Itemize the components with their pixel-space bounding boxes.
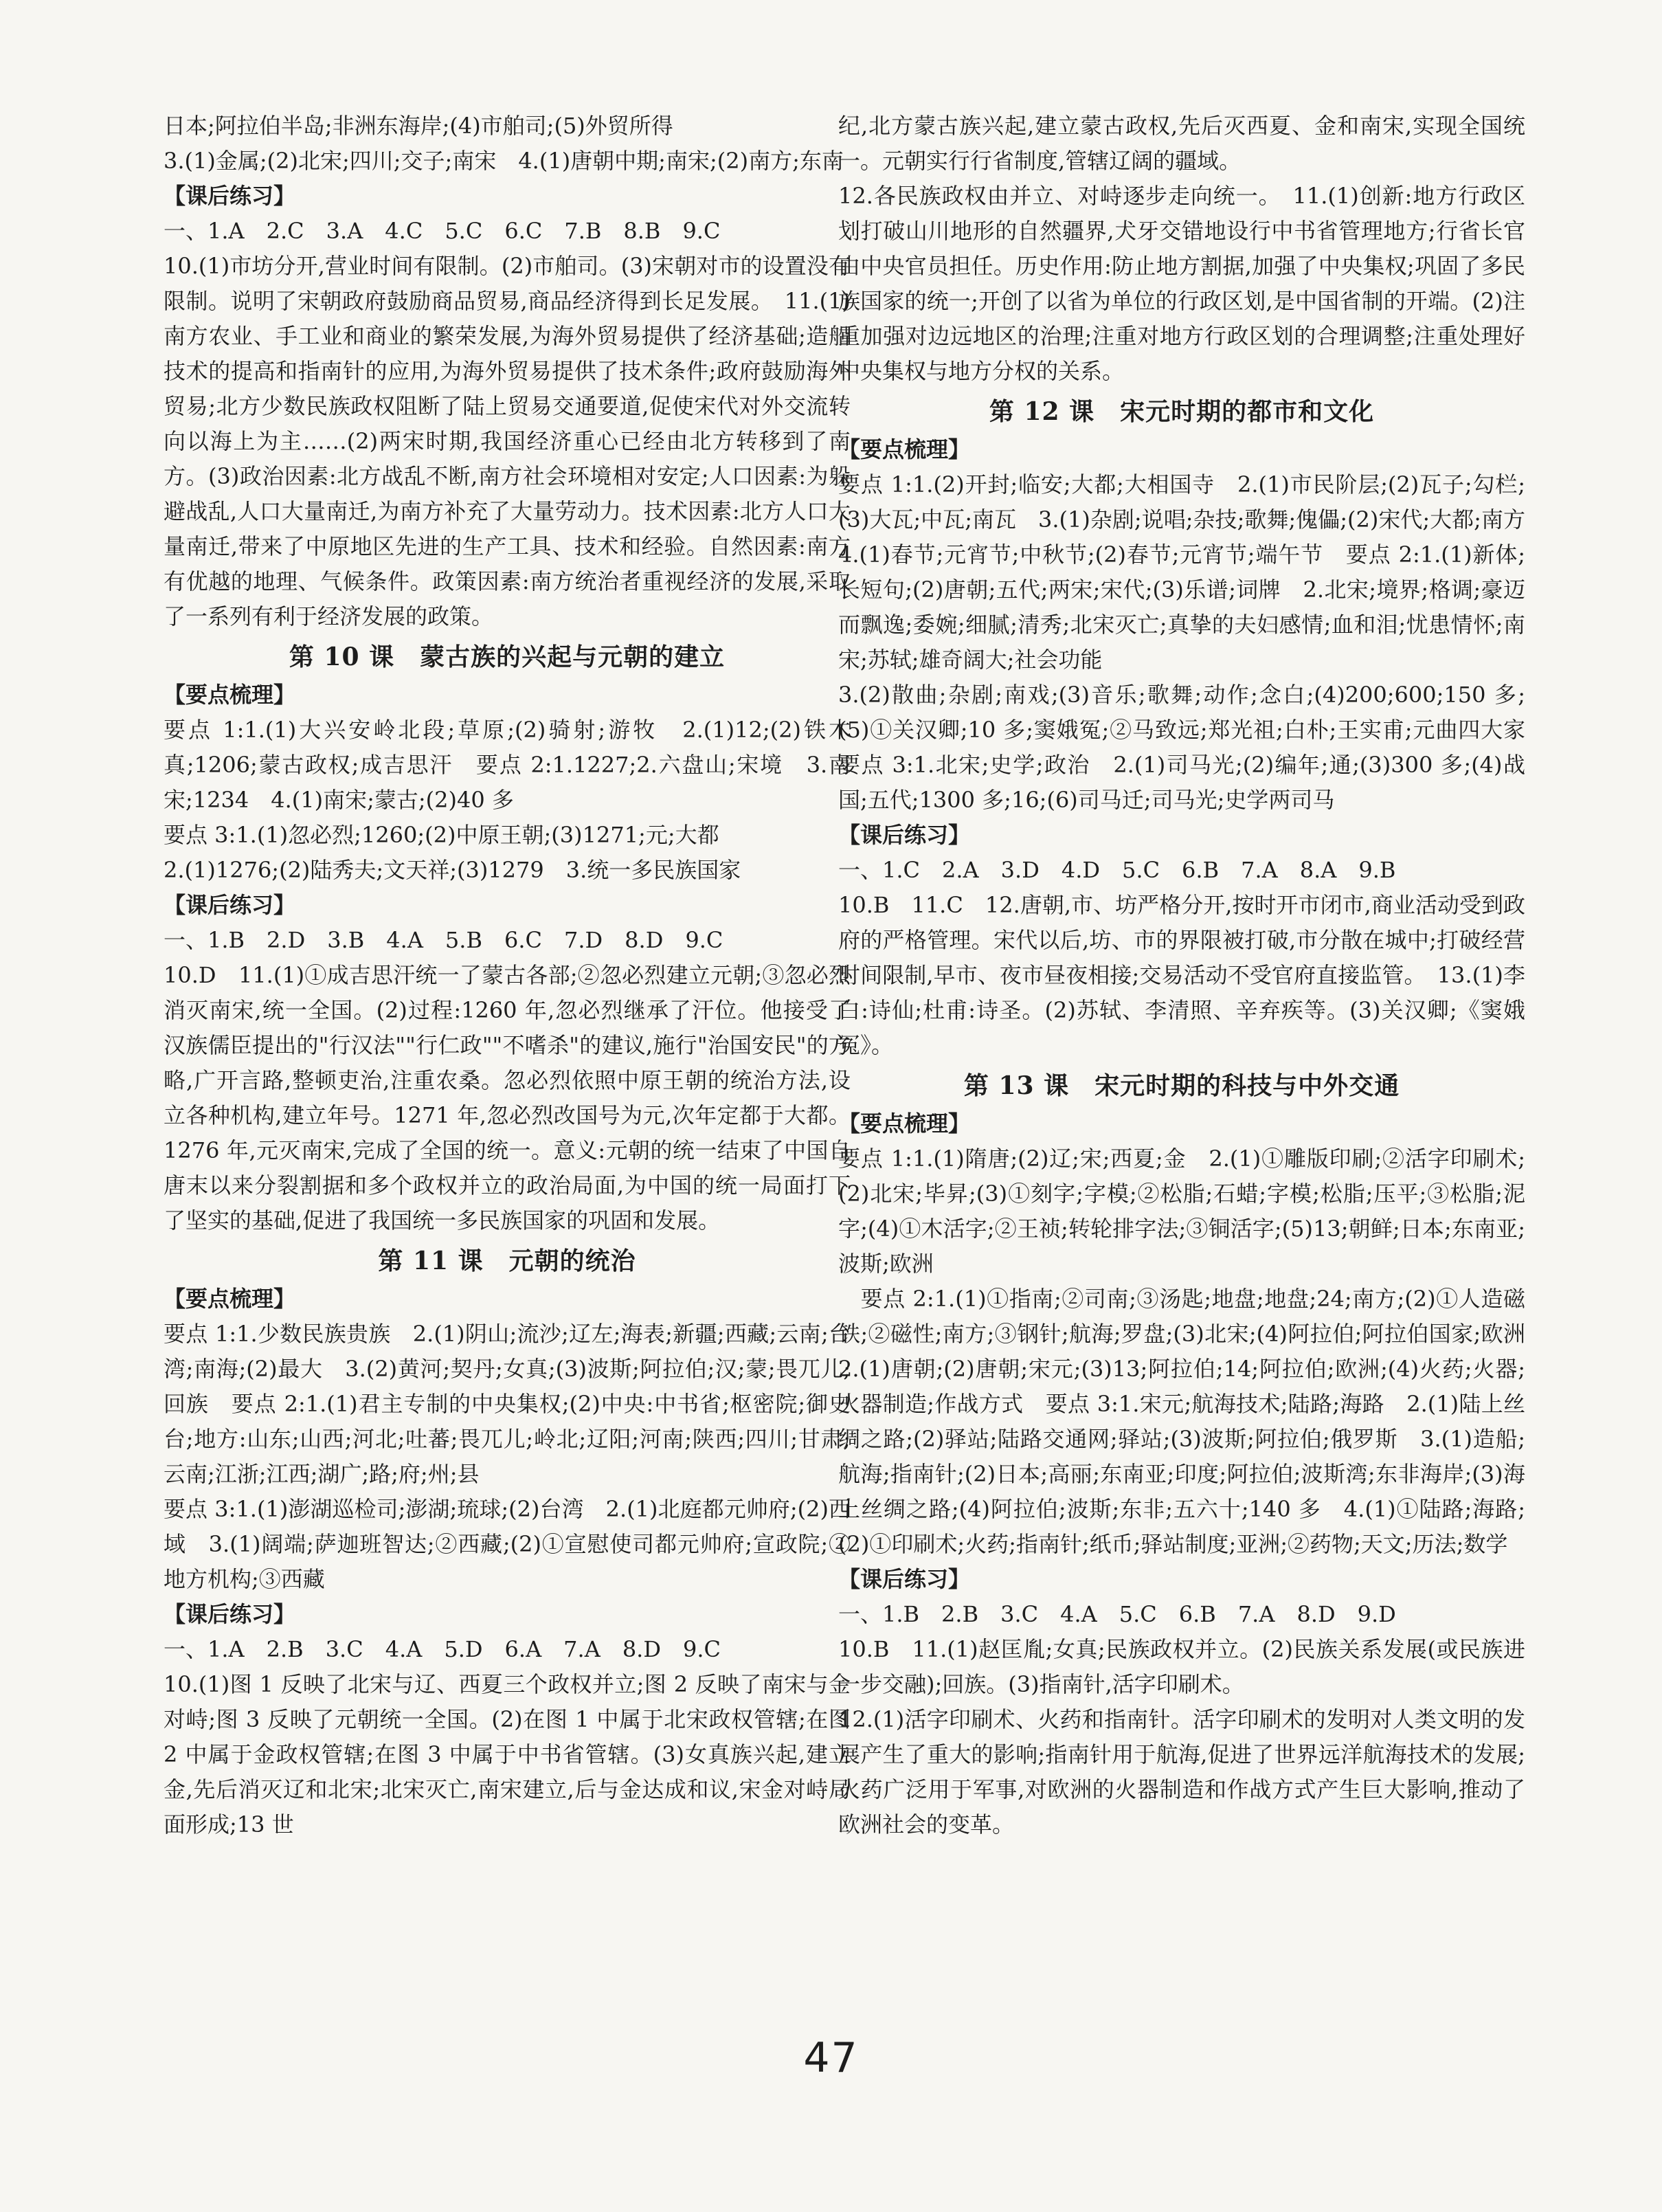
answer-paragraph: 纪,北方蒙古族兴起,建立蒙古政权,先后灭西夏、金和南宋,实现全国统一。元朝实行行省制度,管辖辽阔的疆域。 [838,113,1525,174]
section-heading: 【课后练习】 [164,892,296,918]
lesson-title: 第 10 课 蒙古族的兴起与元朝的建立 [289,643,726,671]
answer-paragraph: 一、1.A 2.C 3.A 4.C 5.C 6.C 7.B 8.B 9.C [164,218,721,244]
answer-paragraph: 要点 1:1.(1)隋唐;(2)辽;宋;西夏;金 2.(1)①雕版印刷;②活字印刷术;(2)北宋;毕昇;(3)①刻字;字模;②松脂;石蜡;字模;松脂;压平;③松脂;泥字;(4)①木活字;②王祯;转轮排字法;③铜活字;(5)13;朝鲜;日本;东南亚;波斯;欧洲 [838,1146,1525,1277]
lesson-title: 第 12 课 宋元时期的都市和文化 [989,397,1375,426]
answer-paragraph: 一、1.C 2.A 3.D 4.D 5.C 6.B 7.A 8.A 9.B [838,857,1396,883]
section-heading: 【要点梳理】 [164,1286,296,1312]
section-heading: 【要点梳理】 [838,1110,971,1137]
left-column [164,109,851,1842]
answer-paragraph: 3.(2)散曲;杂剧;南戏;(3)音乐;歌舞;动作;念白;(4)200;600;150 多;(5)①关汉卿;10 多;窦娥冤;②马致远;郑光祖;白朴;王实甫;元曲四大家 要点 3:1.北宋;史学;政治 2.(1)司马光;(2)编年;通;(3)300 多;(4)战国;五代;1300 多;16;(6)司马迁;司马光;史学两司马 [838,682,1548,813]
answer-paragraph: 要点 1:1.(2)开封;临安;大都;大相国寺 2.(1)市民阶层;(2)瓦子;勾栏;(3)大瓦;中瓦;南瓦 3.(1)杂剧;说唱;杂技;歌舞;傀儡;(2)宋代;大都;南方 4.(1)春节;元宵节;中秋节;(2)春节;元宵节;端午节 要点 2:1.(1)新体;长短句;(2)唐朝;五代;两宋;宋代;(3)乐谱;词牌 2.北宋;境界;格调;豪迈而飘逸;委婉;细腻;清秀;北宋灭亡;真挚的夫妇感情;血和泪;忧患情怀;南宋;苏轼;雄奇阔大;社会功能 [838,471,1548,673]
answer-paragraph: 12.各民族政权由并立、对峙逐步走向统一。 11.(1)创新:地方行政区划打破山川地形的自然疆界,犬牙交错地设行中书省管理地方;行省长官由中央官员担任。历史作用:防止地方割据,加强了中央集权;巩固了多民族国家的统一;开创了以省为单位的行政区划,是中国省制的开端。(2)注重加强对边远地区的治理;注重对地方行政区划的合理调整;注重处理好中央集权与地方分权的关系。 [838,183,1525,384]
section-heading: 【课后练习】 [838,822,971,848]
answer-paragraph: 一、1.B 2.D 3.B 4.A 5.B 6.C 7.D 8.D 9.C [164,927,723,953]
lesson-title: 第 11 课 元朝的统治 [378,1247,636,1275]
answer-paragraph: 10.B 11.(1)赵匡胤;女真;民族政权并立。(2)民族关系发展(或民族进一步交融);回族。(3)指南针,活字印刷术。 [838,1636,1525,1697]
section-heading: 【课后练习】 [838,1566,971,1592]
section-heading: 【课后练习】 [164,1601,296,1627]
answer-paragraph: 要点 1:1.(1)大兴安岭北段;草原;(2)骑射;游牧 2.(1)12;(2)铁木真;1206;蒙古政权;成吉思汗 要点 2:1.1227;2.六盘山;宋境 3.南宋;1234 4.(1)南宋;蒙古;(2)40 多 [164,717,851,813]
answer-paragraph: 要点 2:1.(1)①指南;②司南;③汤匙;地盘;地盘;24;南方;(2)①人造磁铁;②磁性;南方;③钢针;航海;罗盘;(3)北宋;(4)阿拉伯;阿拉伯国家;欧洲 2.(1)唐朝;(2)唐朝;宋元;(3)13;阿拉伯;14;阿拉伯;欧洲;(4)火药;火器;火器制造;作战方式 要点 3:1.宋元;航海技术;陆路;海路 2.(1)陆上丝绸之路;(2)驿站;陆路交通网;驿站;(3)波斯;阿拉伯;俄罗斯 3.(1)造船;航海;指南针;(2)日本;高丽;东南亚;印度;阿拉伯;波斯湾;东非海岸;(3)海上丝绸之路;(4)阿拉伯;波斯;东非;五六十;140 多 4.(1)①陆路;海路;(2)①印刷术;火药;指南针;纸币;驿站制度;亚洲;②药物;天文;历法;数学 [838,1286,1548,1557]
answer-paragraph: 要点 3:1.(1)澎湖巡检司;澎湖;琉球;(2)台湾 2.(1)北庭都元帅府;(2)西域 3.(1)阔端;萨迦班智达;②西藏;(2)①宣慰使司都元帅府;宣政院;②地方机构;③西藏 [164,1496,851,1592]
answer-paragraph: 10.D 11.(1)①成吉思汗统一了蒙古各部;②忽必烈建立元朝;③忽必烈消灭南宋,统一全国。(2)过程:1260 年,忽必烈继承了汗位。他接受了汉族儒臣提出的"行汉法""行仁政""不嗜杀"的建议,施行"治国安民"的方略,广开言路,整顿吏治,注重农桑。忽必烈依照中原王朝的统治方法,设立各种机构,建立年号。1271 年,忽必烈改国号为元,次年定都于大都。1276 年,元灭南宋,完成了全国的统一。意义:元朝的统一结束了中国自唐末以来分裂割据和多个政权并立的政治局面,为中国的统一局面打下了坚实的基础,促进了我国统一多民族国家的巩固和发展。 [164,962,851,1233]
answer-paragraph: 3.(1)金属;(2)北宋;四川;交子;南宋 4.(1)唐朝中期;南宋;(2)南方;东南 [164,148,844,174]
answer-paragraph: 要点 1:1.少数民族贵族 2.(1)阴山;流沙;辽左;海表;新疆;西藏;云南;台湾;南海;(2)最大 3.(2)黄河;契丹;女真;(3)波斯;阿拉伯;汉;蒙;畏兀儿;回族 要点 2:1.(1)君主专制的中央集权;(2)中央:中书省;枢密院;御史台;地方:山东;山西;河北;吐蕃;畏兀儿;岭北;辽阳;河南;陕西;四川;甘肃;云南;江浙;江西;湖广;路;府;州;县 [164,1321,851,1487]
answer-paragraph: 一、1.B 2.B 3.C 4.A 5.C 6.B 7.A 8.D 9.D [838,1601,1396,1627]
section-heading: 【要点梳理】 [838,436,971,462]
page-number: 47 [803,2034,859,2082]
lesson-title: 第 13 课 宋元时期的科技与中外交通 [963,1071,1400,1100]
answer-paragraph: 要点 3:1.(1)忽必烈;1260;(2)中原王朝;(3)1271;元;大都 [164,822,719,848]
answer-paragraph: 一、1.A 2.B 3.C 4.A 5.D 6.A 7.A 8.D 9.C [164,1636,721,1662]
section-heading: 【课后练习】 [164,183,296,209]
answer-paragraph: 2.(1)1276;(2)陆秀夫;文天祥;(3)1279 3.统一多民族国家 [164,857,741,883]
answer-paragraph: 10.B 11.C 12.唐朝,市、坊严格分开,按时开市闭市,商业活动受到政府的严格管理。宋代以后,坊、市的界限被打破,市分散在城中;打破经营时间限制,早市、夜市昼夜相接;交易活动不受官府直接监管。 13.(1)李白:诗仙;杜甫:诗圣。(2)苏轼、李清照、辛弃疾等。(3)关汉卿;《窦娥冤》。 [838,892,1525,1058]
section-heading: 【要点梳理】 [164,682,296,708]
answer-paragraph: 10.(1)市坊分开,营业时间有限制。(2)市舶司。(3)宋朝对市的设置没有限制。说明了宋朝政府鼓励商品贸易,商品经济得到长足发展。 11.(1)南方农业、手工业和商业的繁荣发展,为海外贸易提供了经济基础;造船技术的提高和指南针的应用,为海外贸易提供了技术条件;政府鼓励海外贸易;北方少数民族政权阻断了陆上贸易交通要道,促使宋代对外交流转向以海上为主……(2)两宋时期,我国经济重心已经由北方转移到了南方。(3)政治因素:北方战乱不断,南方社会环境相对安定;人口因素:为躲避战乱,人口大量南迁,为南方补充了大量劳动力。技术因素:北方人口大量南迁,带来了中原地区先进的生产工具、技术和经验。自然因素:南方有优越的地理、气候条件。政策因素:南方统治者重视经济的发展,采取了一系列有利于经济发展的政策。 [164,253,851,629]
answer-paragraph: 10.(1)图 1 反映了北宋与辽、西夏三个政权并立;图 2 反映了南宋与金对峙;图 3 反映了元朝统一全国。(2)在图 1 中属于北宋政权管辖;在图 2 中属于金政权管辖;在图 3 中属于中书省管辖。(3)女真族兴起,建立金,先后消灭辽和北宋;北宋灭亡,南宋建立,后与金达成和议,宋金对峙局面形成;13 世 [164,1671,851,1837]
right-column [838,109,1548,1842]
answer-paragraph: 日本;阿拉伯半岛;非洲东海岸;(4)市舶司;(5)外贸所得 [164,113,673,139]
answer-paragraph: 12.(1)活字印刷术、火药和指南针。活字印刷术的发明对人类文明的发展产生了重大的影响;指南针用于航海,促进了世界远洋航海技术的发展;火药广泛用于军事,对欧洲的火器制造和作战方式产生巨大影响,推动了欧洲社会的变革。 [838,1706,1525,1837]
